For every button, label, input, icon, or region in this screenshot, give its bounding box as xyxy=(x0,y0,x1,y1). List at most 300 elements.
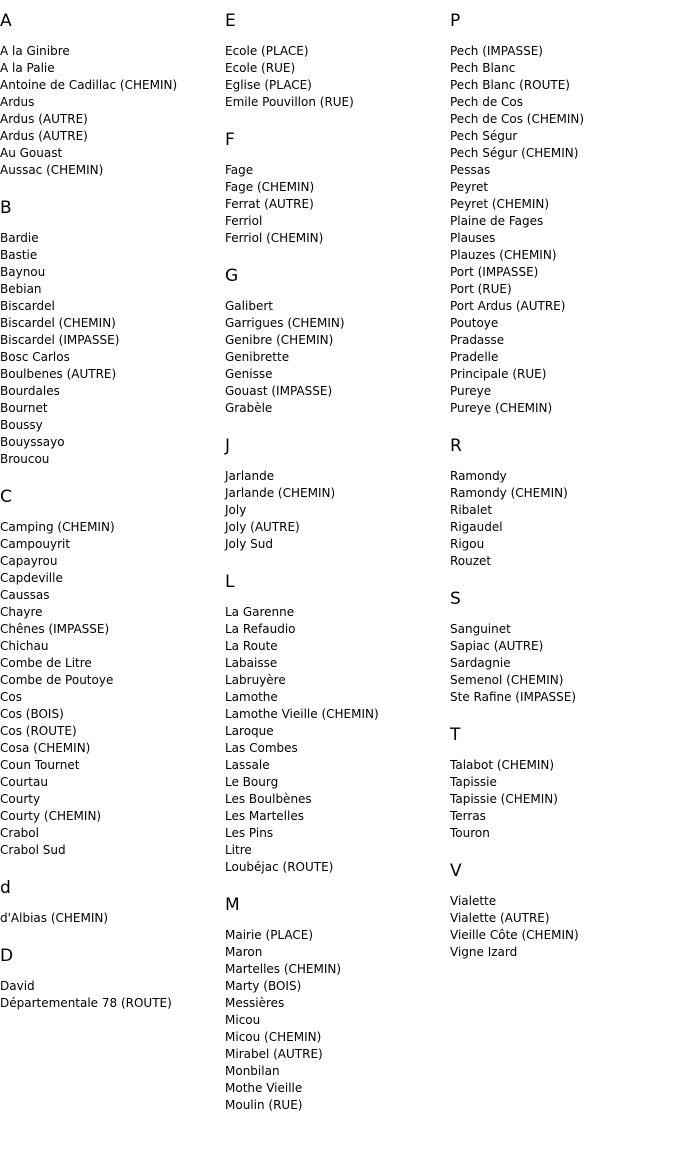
street-list-item xyxy=(225,655,450,672)
street-link[interactable]: Moulin (RUE) xyxy=(225,1098,303,1112)
street-list-item xyxy=(225,349,450,366)
street-list-item xyxy=(0,740,225,757)
street-list-item xyxy=(225,383,450,400)
letter-group xyxy=(0,945,225,1012)
street-link[interactable]: Rouzet xyxy=(450,554,492,568)
street-list-item xyxy=(225,995,450,1012)
letter-group xyxy=(225,129,450,247)
street-list-item xyxy=(0,995,225,1012)
street-list-item xyxy=(0,655,225,672)
street-list-item xyxy=(225,1046,450,1063)
street-link[interactable]: Ardus (AUTRE) xyxy=(0,112,88,126)
street-list-item xyxy=(225,536,450,553)
street-list-item xyxy=(225,621,450,638)
street-link[interactable]: Cosa (CHEMIN) xyxy=(0,741,91,755)
street-list-item xyxy=(0,281,225,298)
street-list-item xyxy=(450,179,675,196)
street-link[interactable]: Capayrou xyxy=(0,554,58,568)
street-link[interactable]: Crabol Sud xyxy=(0,843,66,857)
street-list-item xyxy=(0,978,225,995)
street-list-item xyxy=(450,349,675,366)
street-list-item xyxy=(225,332,450,349)
street-link[interactable]: Au Gouast xyxy=(0,146,63,160)
street-list-item xyxy=(0,77,225,94)
street-list-item xyxy=(0,706,225,723)
street-list xyxy=(450,43,675,417)
street-list-item xyxy=(450,111,675,128)
street-list-item xyxy=(450,162,675,179)
street-link[interactable]: Les Pins xyxy=(225,826,274,840)
letter-heading: S xyxy=(450,589,461,609)
street-list-item xyxy=(450,910,675,927)
street-list-item xyxy=(225,1080,450,1097)
street-link[interactable]: Aussac (CHEMIN) xyxy=(0,163,104,177)
letter-heading: V xyxy=(450,861,462,881)
street-link[interactable]: Micou xyxy=(225,1013,261,1027)
street-link[interactable]: Boulbenes (AUTRE) xyxy=(0,367,117,381)
street-list xyxy=(0,519,225,859)
street-link[interactable]: Sanguinet xyxy=(450,622,511,636)
street-link[interactable]: Pech Ségur xyxy=(450,129,518,143)
street-list-item xyxy=(225,213,450,230)
letter-group xyxy=(225,265,450,417)
street-list-item xyxy=(0,672,225,689)
street-link[interactable]: Bastie xyxy=(0,248,38,262)
street-list-item xyxy=(450,128,675,145)
street-link[interactable]: Boussy xyxy=(0,418,43,432)
street-link[interactable]: Eglise (PLACE) xyxy=(225,78,312,92)
street-link[interactable]: Le Bourg xyxy=(225,775,279,789)
street-link[interactable]: Antoine de Cadillac (CHEMIN) xyxy=(0,78,178,92)
street-link[interactable]: Port Ardus (AUTRE) xyxy=(450,299,566,313)
street-link[interactable]: Vialette (AUTRE) xyxy=(450,911,550,925)
street-link[interactable]: Vialette xyxy=(450,894,497,908)
street-list-item xyxy=(450,366,675,383)
street-link[interactable]: Biscardel xyxy=(0,299,55,313)
street-link[interactable]: Chichau xyxy=(0,639,49,653)
street-list-item xyxy=(450,468,675,485)
street-list-item xyxy=(225,638,450,655)
letter-heading: A xyxy=(0,11,12,31)
street-list-item xyxy=(0,774,225,791)
street-link[interactable]: Pradelle xyxy=(450,350,499,364)
street-link[interactable]: Pech Blanc xyxy=(450,61,516,75)
street-link[interactable]: Rigou xyxy=(450,537,485,551)
street-list-item xyxy=(0,825,225,842)
street-link[interactable]: Mothe Vieille xyxy=(225,1081,303,1095)
street-link[interactable]: Ferriol xyxy=(225,214,263,228)
street-link[interactable]: Crabol xyxy=(0,826,39,840)
street-link[interactable]: Pradasse xyxy=(450,333,505,347)
street-list-item xyxy=(0,60,225,77)
street-list-item xyxy=(0,553,225,570)
street-list-item xyxy=(450,485,675,502)
street-link[interactable]: Monbilan xyxy=(225,1064,280,1078)
street-link[interactable]: Biscardel (IMPASSE) xyxy=(0,333,120,347)
street-link[interactable]: Biscardel (CHEMIN) xyxy=(0,316,116,330)
street-link[interactable]: Talabot (CHEMIN) xyxy=(450,758,555,772)
street-link[interactable]: Bourdales xyxy=(0,384,60,398)
street-link[interactable]: Principale (RUE) xyxy=(450,367,547,381)
letter-heading: D xyxy=(0,946,14,966)
letter-group xyxy=(450,860,675,961)
street-list-item xyxy=(225,791,450,808)
street-list-item xyxy=(0,842,225,859)
street-list-item xyxy=(0,400,225,417)
letter-group xyxy=(0,197,225,468)
street-link[interactable]: Ecole (RUE) xyxy=(225,61,296,75)
index-column-2 xyxy=(225,10,450,1132)
letter-group xyxy=(0,877,225,927)
street-link[interactable]: Combe de Poutoye xyxy=(0,673,114,687)
street-list-item xyxy=(450,196,675,213)
street-link[interactable]: Ramondy xyxy=(450,469,507,483)
street-list-item xyxy=(225,740,450,757)
street-link[interactable]: La Route xyxy=(225,639,278,653)
street-link[interactable]: d'Albias (CHEMIN) xyxy=(0,911,109,925)
street-list-item xyxy=(225,196,450,213)
street-list-item xyxy=(0,689,225,706)
street-link[interactable]: Ribalet xyxy=(450,503,493,517)
street-link[interactable]: Capdeville xyxy=(0,571,63,585)
street-link[interactable]: Pech Ségur (CHEMIN) xyxy=(450,146,579,160)
street-link[interactable]: Ste Rafine (IMPASSE) xyxy=(450,690,577,704)
street-list-item xyxy=(225,859,450,876)
street-list-item xyxy=(225,1012,450,1029)
street-list xyxy=(0,910,225,927)
street-link[interactable]: Ramondy (CHEMIN) xyxy=(450,486,568,500)
street-list-item xyxy=(450,519,675,536)
street-link[interactable]: Fage xyxy=(225,163,254,177)
letter-heading: T xyxy=(450,725,461,745)
street-link[interactable]: Emile Pouvillon (RUE) xyxy=(225,95,354,109)
street-link[interactable]: Pureye xyxy=(450,384,492,398)
street-list-item xyxy=(225,961,450,978)
street-list xyxy=(0,230,225,468)
street-list-item xyxy=(0,366,225,383)
street-link[interactable]: Courtau xyxy=(0,775,48,789)
street-link[interactable]: Ferrat (AUTRE) xyxy=(225,197,314,211)
street-list-item xyxy=(0,587,225,604)
street-link[interactable]: Grabèle xyxy=(225,401,273,415)
street-link[interactable]: Cos xyxy=(0,690,22,704)
street-list-item xyxy=(450,808,675,825)
street-link[interactable]: Courty xyxy=(0,792,41,806)
street-list-item xyxy=(225,162,450,179)
street-list-item xyxy=(450,944,675,961)
street-list-item xyxy=(450,315,675,332)
street-list-item xyxy=(225,825,450,842)
street-list xyxy=(225,927,450,1114)
street-link[interactable]: Baynou xyxy=(0,265,46,279)
street-list-item xyxy=(225,774,450,791)
street-list-item xyxy=(225,400,450,417)
street-list-item xyxy=(450,621,675,638)
street-link[interactable]: Genisse xyxy=(225,367,273,381)
street-list-item xyxy=(0,230,225,247)
street-list-item xyxy=(0,536,225,553)
street-link[interactable]: Joly (AUTRE) xyxy=(225,520,300,534)
street-list-item xyxy=(450,298,675,315)
street-list-item xyxy=(225,77,450,94)
street-link[interactable]: Marty (BOIS) xyxy=(225,979,302,993)
street-link[interactable]: Vigne Izard xyxy=(450,945,518,959)
street-list-item xyxy=(450,757,675,774)
street-list-item xyxy=(450,791,675,808)
street-list-item xyxy=(225,43,450,60)
street-link[interactable]: Martelles (CHEMIN) xyxy=(225,962,342,976)
street-link[interactable]: Maron xyxy=(225,945,263,959)
street-link[interactable]: Pureye (CHEMIN) xyxy=(450,401,553,415)
street-list-item xyxy=(0,43,225,60)
street-list-item xyxy=(0,332,225,349)
street-list-item xyxy=(450,94,675,111)
street-list-item xyxy=(0,604,225,621)
street-link[interactable]: Joly Sud xyxy=(225,537,273,551)
street-list-item xyxy=(0,757,225,774)
street-link[interactable]: La Refaudio xyxy=(225,622,296,636)
street-link[interactable]: Las Combes xyxy=(225,741,298,755)
street-link[interactable]: Chayre xyxy=(0,605,43,619)
street-link[interactable]: Litre xyxy=(225,843,252,857)
street-list-item xyxy=(450,213,675,230)
street-list-item xyxy=(0,383,225,400)
street-list-item xyxy=(0,808,225,825)
street-list-item xyxy=(0,417,225,434)
street-link[interactable]: Plauses xyxy=(450,231,496,245)
street-link[interactable]: Plaine de Fages xyxy=(450,214,544,228)
street-list-item xyxy=(225,315,450,332)
letter-heading: P xyxy=(450,11,461,31)
street-list-item xyxy=(0,621,225,638)
street-link[interactable]: Port (RUE) xyxy=(450,282,512,296)
street-link[interactable]: Fage (CHEMIN) xyxy=(225,180,315,194)
street-link[interactable]: Combe de Litre xyxy=(0,656,92,670)
street-link[interactable]: Peyret xyxy=(450,180,489,194)
street-list-item xyxy=(0,451,225,468)
street-list-item xyxy=(0,723,225,740)
street-link[interactable]: Mirabel (AUTRE) xyxy=(225,1047,323,1061)
street-link[interactable]: Bournet xyxy=(0,401,48,415)
street-link[interactable]: Lamothe xyxy=(225,690,278,704)
letter-heading: M xyxy=(225,895,240,915)
street-list-item xyxy=(225,179,450,196)
street-link[interactable]: Garrigues (CHEMIN) xyxy=(225,316,345,330)
street-link[interactable]: Lamothe Vieille (CHEMIN) xyxy=(225,707,379,721)
street-list-item xyxy=(225,485,450,502)
street-link[interactable]: Broucou xyxy=(0,452,50,466)
street-link[interactable]: Joly xyxy=(225,503,247,517)
street-list-item xyxy=(0,264,225,281)
street-link[interactable]: Jarlande xyxy=(225,469,275,483)
street-link[interactable]: Labaisse xyxy=(225,656,278,670)
street-list-item xyxy=(225,1097,450,1114)
letter-heading: J xyxy=(225,436,231,456)
street-list-item xyxy=(0,570,225,587)
street-list-item xyxy=(225,366,450,383)
street-list-item xyxy=(450,927,675,944)
street-link[interactable]: Coun Tournet xyxy=(0,758,80,772)
street-list-item xyxy=(0,162,225,179)
street-list-item xyxy=(225,298,450,315)
street-list-item xyxy=(450,281,675,298)
street-list-item xyxy=(0,111,225,128)
street-link[interactable]: Cos (BOIS) xyxy=(0,707,64,721)
street-link[interactable]: A la Palie xyxy=(0,61,55,75)
letter-heading: F xyxy=(225,130,235,150)
street-link[interactable]: Lassale xyxy=(225,758,270,772)
street-link[interactable]: Poutoye xyxy=(450,316,499,330)
street-link[interactable]: Bouyssayo xyxy=(0,435,65,449)
street-link[interactable]: Campouyrit xyxy=(0,537,71,551)
letter-heading: L xyxy=(225,572,235,592)
street-list-item xyxy=(0,519,225,536)
street-list-item xyxy=(225,230,450,247)
street-link[interactable]: Les Martelles xyxy=(225,809,304,823)
letter-group xyxy=(450,724,675,842)
street-link[interactable]: Ardus xyxy=(0,95,35,109)
street-list-item xyxy=(0,434,225,451)
street-list-item xyxy=(0,910,225,927)
street-list-item xyxy=(0,298,225,315)
street-list-item xyxy=(450,145,675,162)
letter-group xyxy=(450,435,675,570)
street-link[interactable]: Les Boulbènes xyxy=(225,792,312,806)
street-link[interactable]: Tapissie xyxy=(450,775,497,789)
street-link[interactable]: Galibert xyxy=(225,299,273,313)
letter-group xyxy=(0,486,225,859)
street-link[interactable]: Chênes (IMPASSE) xyxy=(0,622,110,636)
street-link[interactable]: Terras xyxy=(450,809,486,823)
street-list-item xyxy=(450,502,675,519)
street-link[interactable]: Peyret (CHEMIN) xyxy=(450,197,550,211)
street-link[interactable]: Vieille Côte (CHEMIN) xyxy=(450,928,579,942)
street-link[interactable]: Pech (IMPASSE) xyxy=(450,44,543,58)
street-link[interactable]: Tapissie (CHEMIN) xyxy=(450,792,558,806)
street-link[interactable]: Jarlande (CHEMIN) xyxy=(225,486,336,500)
street-list xyxy=(225,162,450,247)
street-link[interactable]: Bosc Carlos xyxy=(0,350,70,364)
street-link[interactable]: Pech Blanc (ROUTE) xyxy=(450,78,570,92)
street-link[interactable]: Micou (CHEMIN) xyxy=(225,1030,322,1044)
street-link[interactable]: Ardus (AUTRE) xyxy=(0,129,88,143)
street-link[interactable]: Plauzes (CHEMIN) xyxy=(450,248,557,262)
letter-group xyxy=(450,10,675,417)
street-list-item xyxy=(450,689,675,706)
street-list-item xyxy=(450,655,675,672)
street-list-item xyxy=(450,536,675,553)
street-list-item xyxy=(225,944,450,961)
street-link[interactable]: Cos (ROUTE) xyxy=(0,724,77,738)
street-list-item xyxy=(225,927,450,944)
street-list-item xyxy=(225,757,450,774)
street-link[interactable]: Pessas xyxy=(450,163,491,177)
street-list-item xyxy=(225,978,450,995)
street-list-item xyxy=(225,723,450,740)
street-link[interactable]: Sardagnie xyxy=(450,656,511,670)
street-link[interactable]: Messières xyxy=(225,996,285,1010)
street-list-item xyxy=(450,77,675,94)
letter-group xyxy=(225,894,450,1114)
street-link[interactable]: La Garenne xyxy=(225,605,295,619)
street-list-item xyxy=(225,706,450,723)
street-link[interactable]: Sapiac (AUTRE) xyxy=(450,639,544,653)
street-list-item xyxy=(450,247,675,264)
street-list-item xyxy=(0,247,225,264)
street-list-item xyxy=(450,43,675,60)
street-list-item xyxy=(450,553,675,570)
street-link[interactable]: Labruyère xyxy=(225,673,286,687)
street-list-item xyxy=(0,94,225,111)
street-list-item xyxy=(225,94,450,111)
street-link[interactable]: Pech de Cos (CHEMIN) xyxy=(450,112,585,126)
street-list-item xyxy=(225,468,450,485)
letter-group xyxy=(0,10,225,179)
street-link[interactable]: Semenol (CHEMIN) xyxy=(450,673,564,687)
street-list xyxy=(225,298,450,417)
street-link[interactable]: Départementale 78 (ROUTE) xyxy=(0,996,172,1010)
street-link[interactable]: Gouast (IMPASSE) xyxy=(225,384,333,398)
street-list-item xyxy=(225,1029,450,1046)
letter-group xyxy=(225,10,450,111)
street-list xyxy=(450,468,675,570)
street-link[interactable]: Ferriol (CHEMIN) xyxy=(225,231,324,245)
letter-heading: E xyxy=(225,11,236,31)
street-link[interactable]: Loubéjac (ROUTE) xyxy=(225,860,334,874)
street-list-item xyxy=(0,128,225,145)
street-link[interactable]: Ecole (PLACE) xyxy=(225,44,309,58)
street-link[interactable]: Bebian xyxy=(0,282,42,296)
street-link[interactable]: Pech de Cos xyxy=(450,95,523,109)
street-link[interactable]: Laroque xyxy=(225,724,274,738)
street-link[interactable]: Genibre (CHEMIN) xyxy=(225,333,334,347)
street-list-item xyxy=(450,893,675,910)
street-link[interactable]: Mairie (PLACE) xyxy=(225,928,314,942)
street-link[interactable]: Rigaudel xyxy=(450,520,503,534)
street-link[interactable]: A la Ginibre xyxy=(0,44,70,58)
street-list-item xyxy=(225,808,450,825)
street-list-item xyxy=(450,60,675,77)
letter-heading: d xyxy=(0,878,11,898)
street-list-item xyxy=(225,689,450,706)
street-list-item xyxy=(225,1063,450,1080)
street-link[interactable]: Caussas xyxy=(0,588,50,602)
street-list-item xyxy=(0,145,225,162)
street-list-item xyxy=(0,791,225,808)
street-list xyxy=(0,978,225,1012)
street-list-item xyxy=(450,230,675,247)
street-link[interactable]: Port (IMPASSE) xyxy=(450,265,539,279)
street-link[interactable]: Courty (CHEMIN) xyxy=(0,809,102,823)
letter-group xyxy=(225,435,450,553)
street-link[interactable]: Camping (CHEMIN) xyxy=(0,520,115,534)
street-link[interactable]: Genibrette xyxy=(225,350,290,364)
street-link[interactable]: Touron xyxy=(450,826,490,840)
street-list-item xyxy=(0,315,225,332)
index-column-1 xyxy=(0,10,225,1030)
street-list-item xyxy=(450,383,675,400)
street-list-item xyxy=(225,604,450,621)
street-list xyxy=(450,621,675,706)
street-list-item xyxy=(450,332,675,349)
street-link[interactable]: Bardie xyxy=(0,231,39,245)
street-link[interactable]: David xyxy=(0,979,35,993)
street-list-item xyxy=(225,519,450,536)
street-list xyxy=(225,604,450,876)
street-list xyxy=(450,893,675,961)
street-list-item xyxy=(450,825,675,842)
street-list-item xyxy=(450,638,675,655)
